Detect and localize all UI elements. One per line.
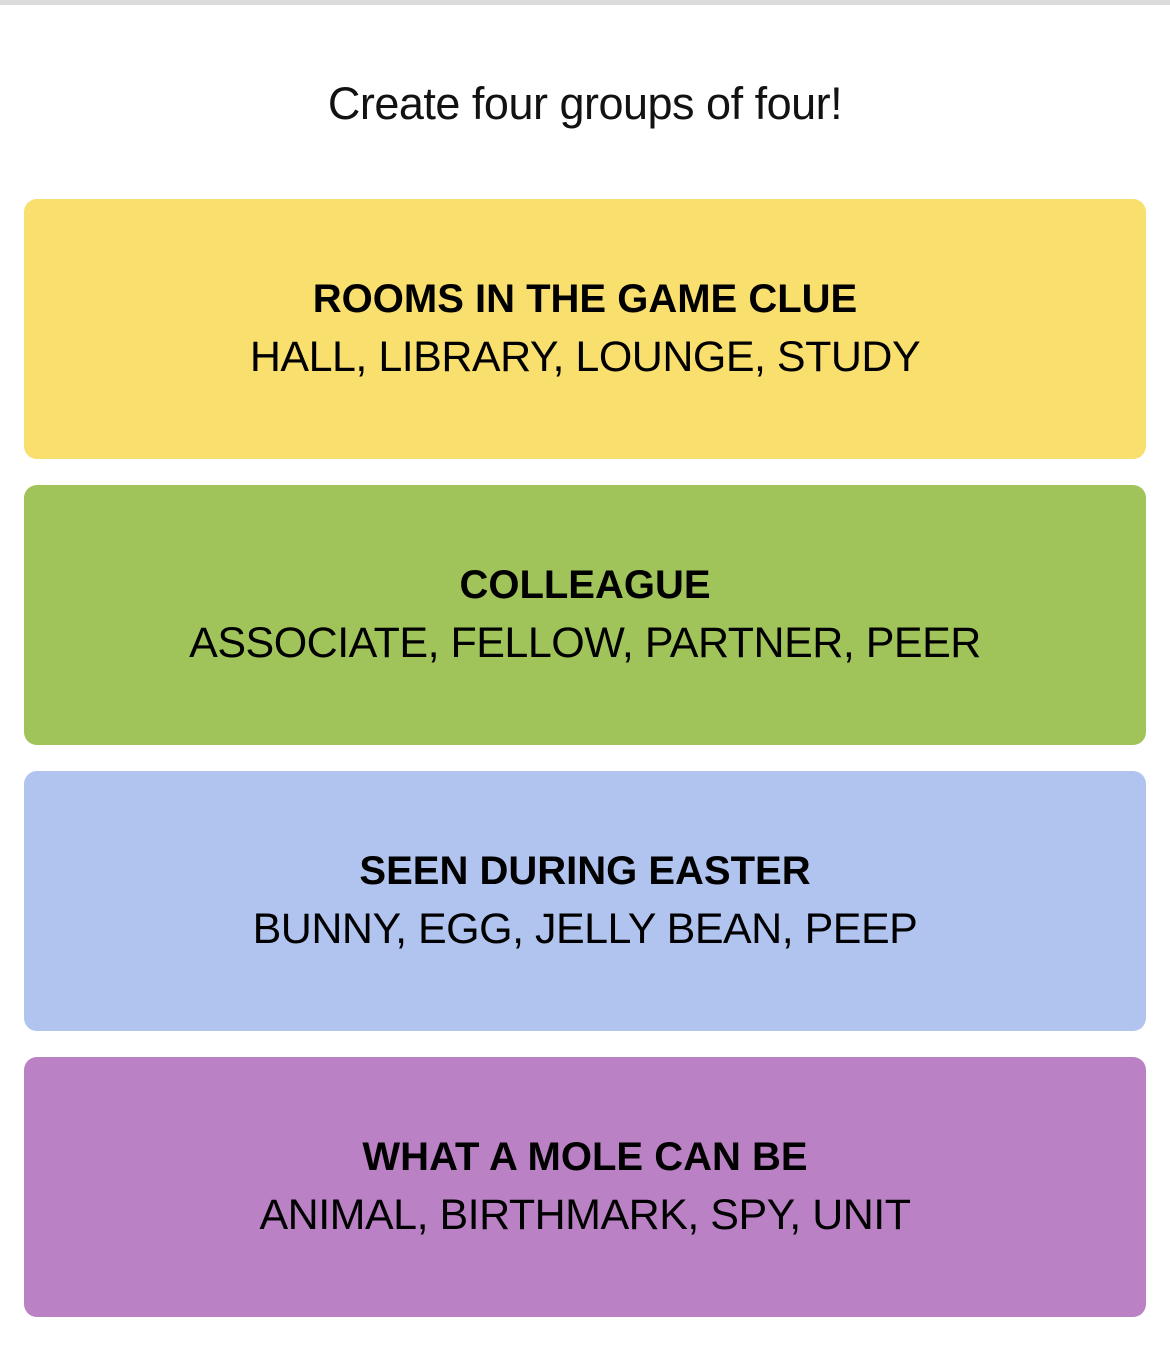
group-words-label: ASSOCIATE, FELLOW, PARTNER, PEER: [189, 619, 981, 667]
solved-groups-list: [24, 199, 1146, 1317]
group-category-label: SEEN DURING EASTER: [359, 849, 811, 893]
group-words-label: BUNNY, EGG, JELLY BEAN, PEEP: [252, 905, 918, 953]
group-words-label: ANIMAL, BIRTHMARK, SPY, UNIT: [259, 1191, 911, 1239]
group-category-label: COLLEAGUE: [459, 563, 711, 607]
solved-group-purple: [24, 1057, 1146, 1317]
solved-group-yellow: [24, 199, 1146, 459]
solved-group-green: [24, 485, 1146, 745]
top-divider-bar: [0, 0, 1170, 5]
solved-group-blue: [24, 771, 1146, 1031]
group-category-label: WHAT A MOLE CAN BE: [362, 1135, 808, 1179]
group-words-label: HALL, LIBRARY, LOUNGE, STUDY: [249, 333, 921, 381]
page-title: Create four groups of four!: [327, 78, 843, 129]
group-category-label: ROOMS IN THE GAME CLUE: [312, 277, 858, 321]
